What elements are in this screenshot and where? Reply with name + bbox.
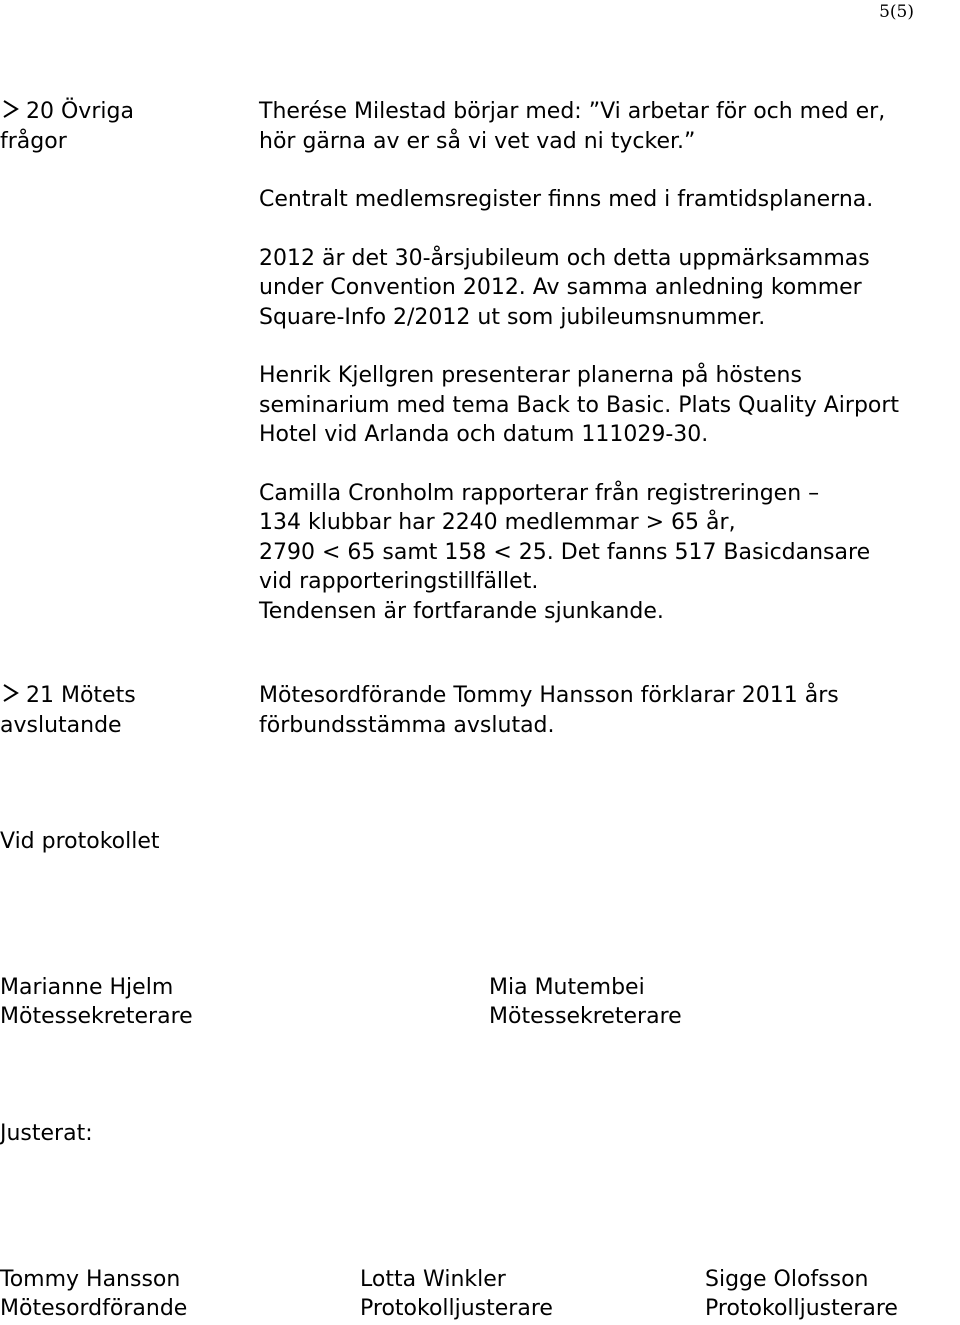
paragraph: [259, 681, 960, 740]
paragraph: [259, 244, 960, 333]
signature-name: Marianne Hjelm: [0, 975, 174, 1000]
signature-adjuster-3: [705, 1265, 898, 1323]
signature-secretary-1: [0, 973, 193, 1031]
agenda-item-label-line1: 20 Övriga: [26, 99, 134, 124]
signature-adjuster-1: [0, 1265, 187, 1323]
vid-protokollet-heading: Vid protokollet: [0, 829, 160, 854]
text-line: förbundsstämma avslutad.: [259, 712, 555, 738]
agenda-item-label: [0, 97, 250, 156]
arrow-bullet-icon: [0, 98, 22, 120]
signature-role: Protokolljusterare: [705, 1296, 898, 1321]
paragraph: [259, 361, 960, 450]
text-line: Hotel vid Arlanda och datum 111029-30.: [259, 422, 709, 447]
signature-role: Mötessekreterare: [489, 1004, 682, 1029]
signature-role: Protokolljusterare: [360, 1296, 553, 1321]
text-line: 2012 är det 30-årsjubileum och detta uppmärksammas: [259, 245, 870, 271]
signature-secretary-2: [489, 973, 682, 1031]
arrow-bullet-icon: [0, 682, 22, 704]
signature-name: Tommy Hansson: [0, 1267, 181, 1292]
text-line: Centralt medlemsregister finns med i framtidsplanerna.: [259, 187, 874, 212]
paragraph: [259, 479, 960, 627]
agenda-item-label-line1: 21 Mötets: [26, 683, 136, 708]
agenda-item-label-line2: frågor: [0, 128, 67, 154]
text-line: vid rapporteringstillfället.: [259, 569, 539, 594]
text-line: hör gärna av er så vi vet vad ni tycker.”: [259, 128, 696, 154]
text-line: Henrik Kjellgren presenterar planerna på höstens: [259, 363, 802, 388]
agenda-item-body: [259, 97, 960, 655]
agenda-item-label: [0, 681, 250, 740]
text-line: Mötesordförande Tommy Hansson förklarar 2011 års: [259, 683, 839, 708]
agenda-item-body: [259, 681, 960, 769]
signature-name: Lotta Winkler: [360, 1267, 506, 1292]
text-line: Camilla Cronholm rapporterar från registreringen –: [259, 480, 820, 506]
text-line: Therése Milestad börjar med: ”Vi arbetar för och med er,: [259, 99, 886, 124]
text-line: 2790 < 65 samt 158 < 25. Det fanns 517 Basicdansare: [259, 539, 871, 565]
signature-name: Sigge Olofsson: [705, 1267, 869, 1292]
paragraph: [259, 97, 960, 156]
text-line: under Convention 2012. Av samma anledning kommer: [259, 275, 862, 300]
signature-role: Mötesordförande: [0, 1296, 188, 1321]
agenda-item-label-line2: avslutande: [0, 712, 122, 738]
signature-adjuster-2: [360, 1265, 553, 1323]
text-line: 134 klubbar har 2240 medlemmar > 65 år,: [259, 510, 736, 535]
text-line: Tendensen är fortfarande sjunkande.: [259, 598, 664, 624]
page-number: 5(5): [879, 2, 914, 22]
paragraph: [259, 185, 960, 215]
signature-name: Mia Mutembei: [489, 975, 645, 1000]
signature-role: Mötessekreterare: [0, 1004, 193, 1029]
text-line: seminarium med tema Back to Basic. Plats Quality Airport: [259, 392, 900, 418]
justerat-heading: Justerat:: [0, 1121, 93, 1146]
text-line: Square-Info 2/2012 ut som jubileumsnummer.: [259, 304, 766, 330]
